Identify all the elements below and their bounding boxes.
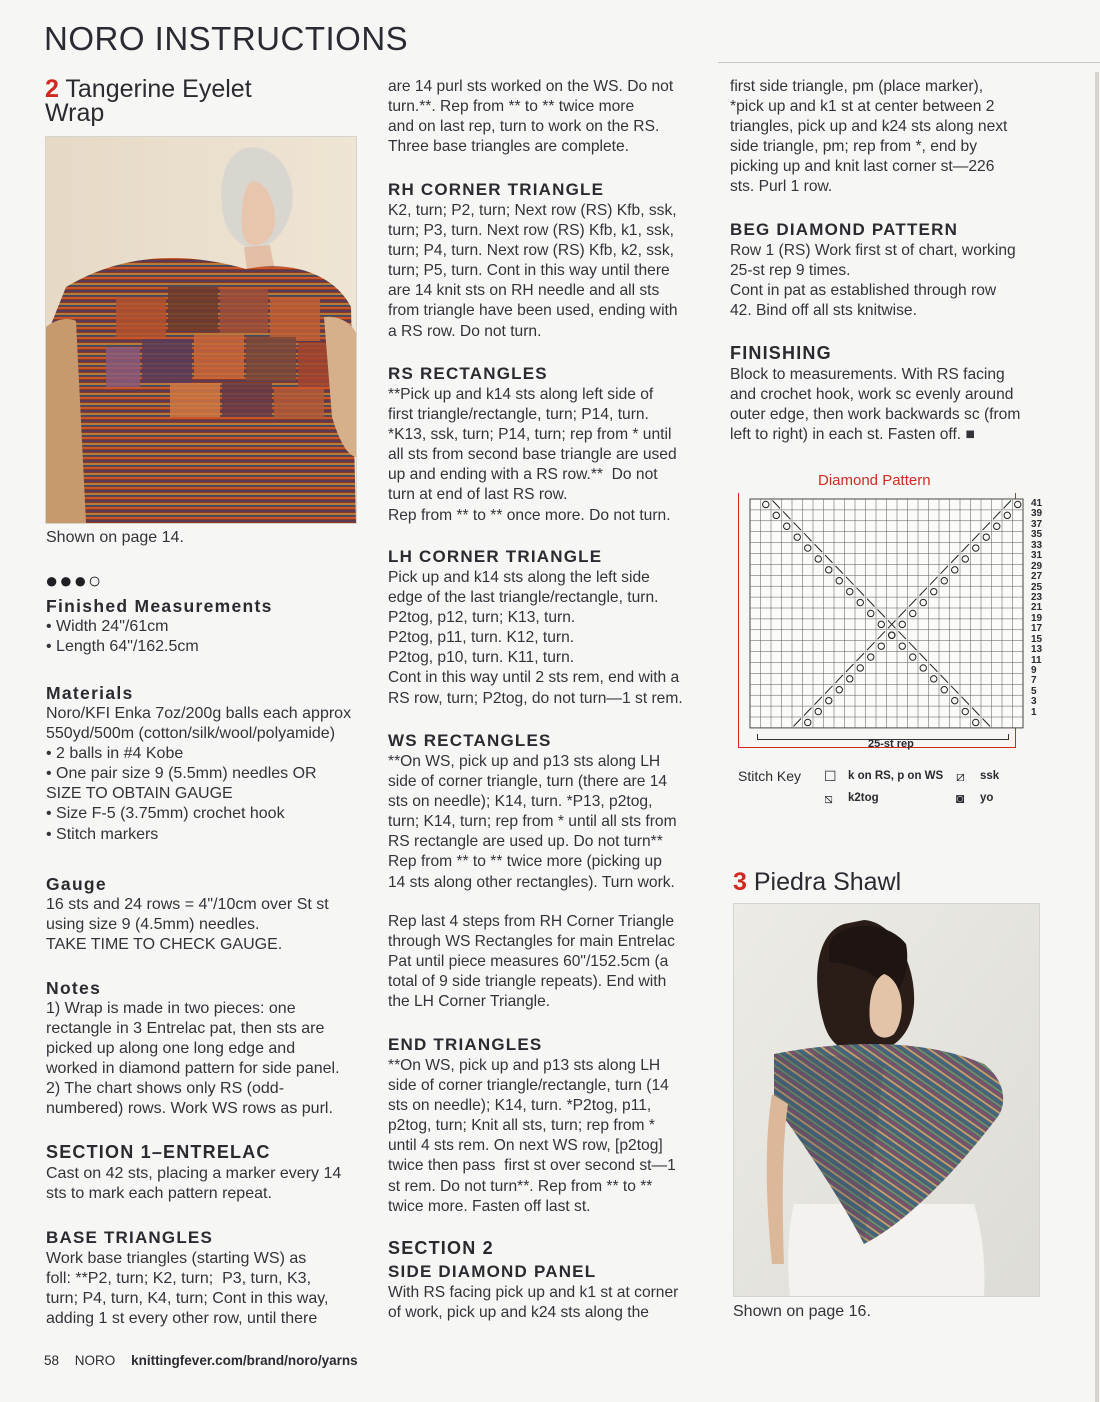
chart-title: Diamond Pattern: [818, 472, 931, 489]
key-k2tog-label: k2tog: [848, 792, 879, 804]
section2-block: [388, 1238, 718, 1323]
diamond-chart: [748, 497, 1024, 731]
materials-text: Noro/KFI Enka 7oz/200g balls each approx 550yd/500m (cotton/silk/wool/polyamide) • 2 balls in #4 Kobe • One pair size 9 (5.5mm) needles OR SIZE TO OBTAIN GAUGE • Size F-5 (3.75mm) crochet hook • Stitch markers: [46, 705, 352, 843]
header-brand: NORO: [44, 20, 145, 57]
row-label: 1: [1031, 706, 1037, 718]
pattern2-caption: Shown on page 14.: [46, 529, 184, 546]
finished-measurements-block: [46, 596, 366, 657]
key-k2tog-icon: ⧅: [824, 790, 833, 806]
gauge-block: [46, 874, 376, 955]
key-yo-icon: ◙: [956, 790, 965, 806]
row-label: 21: [1031, 602, 1043, 614]
row-label: 3: [1031, 696, 1037, 708]
finishing-block: [730, 343, 1070, 445]
stitch-key: [738, 768, 1038, 808]
chart-grid: [750, 499, 1023, 728]
row-label: 25: [1031, 581, 1043, 593]
pattern-number: 2: [45, 75, 59, 103]
row-label: 27: [1031, 571, 1043, 583]
shawl-model-photo: [733, 903, 1040, 1297]
beg-diamond-block: [730, 220, 1070, 321]
rep-label: 25-st rep: [868, 738, 914, 750]
section2-text: With RS facing pick up and k1 st at corner of work, pick up and k24 sts along the: [388, 1284, 679, 1322]
pattern3-title: 3 Piedra Shawl: [733, 868, 902, 896]
row-label: 11: [1031, 654, 1042, 666]
col2-intro: are 14 purl sts worked on the WS. Do not turn.**. Rep from ** to ** twice more and on last rep, turn to work on the RS. Three base triangles are complete.: [388, 78, 674, 156]
rh-corner-block: [388, 180, 718, 342]
page-edge: [1095, 72, 1099, 1402]
section1-text: Cast on 42 sts, placing a marker every 14 sts to mark each pattern repeat.: [46, 1165, 342, 1203]
repeat-steps-text: Rep last 4 steps from RH Corner Triangle through WS Rectangles for main Entrelac Pat until piece measures 60"/152.5cm (a total of 9 side triangle repeats). End with the LH Corner Triangle.: [388, 913, 675, 1011]
end-triangles-heading: END TRIANGLES: [388, 1035, 543, 1054]
finished-measurements-heading: Finished Measurements: [46, 596, 273, 616]
materials-block: [46, 683, 376, 845]
row-label: 39: [1031, 508, 1043, 520]
rh-corner-heading: RH CORNER TRIANGLE: [388, 180, 605, 199]
row-label: 35: [1031, 529, 1043, 541]
key-knit-label: k on RS, p on WS: [848, 770, 944, 782]
row-label: 29: [1031, 560, 1043, 572]
key-yo-label: yo: [980, 792, 994, 804]
ws-rectangles-block: [388, 731, 718, 893]
ws-rectangles-heading: WS RECTANGLES: [388, 731, 552, 750]
wrap-model-photo: [45, 136, 357, 524]
beg-diamond-text: Row 1 (RS) Work first st of chart, working 25-st rep 9 times. Cont in pat as established through row 42. Bind off all sts knitwise.: [730, 242, 1016, 320]
gauge-text: 16 sts and 24 rows = 4"/10cm over St st using size 9 (4.5mm) needles. TAKE TIME TO CHECK GAUGE.: [46, 896, 329, 954]
header-title: INSTRUCTIONS: [154, 20, 409, 57]
base-triangles-heading: BASE TRIANGLES: [46, 1228, 213, 1247]
rh-corner-text: K2, turn; P2, turn; Next row (RS) Kfb, ssk, turn; P3, turn. Next row (RS) Kfb, k1, ssk, turn; P4, turn. Next row (RS) Kfb, k2, ssk, turn; P5, turn. Cont in this way until there are 14 knit sts on RH needle and all sts from triangle have been used, ending with a RS row. Do not turn.: [388, 202, 678, 340]
end-triangles-block: [388, 1035, 718, 1217]
row-label: 37: [1031, 518, 1043, 530]
key-knit-icon: ☐: [824, 768, 837, 784]
row-label: 15: [1031, 633, 1043, 645]
side-diamond-heading: SIDE DIAMOND PANEL: [388, 1262, 597, 1281]
key-ssk-label: ssk: [980, 770, 1000, 782]
page-header: [44, 20, 408, 58]
header-rule: [718, 62, 1100, 63]
row-label: 23: [1031, 591, 1043, 603]
row-label: 33: [1031, 539, 1043, 551]
row-label: 9: [1031, 665, 1037, 676]
row-label: 13: [1031, 644, 1043, 656]
base-triangles-text: Work base triangles (starting WS) as foll: **P2, turn; K2, turn; P3, turn, K3, turn; P4, turn, K4, turn; Cont in this way, adding 1 st every other row, until there: [46, 1250, 329, 1328]
row-label: 17: [1031, 623, 1043, 635]
pattern3-number: 3: [733, 868, 747, 896]
difficulty-rating: ●●●○: [45, 568, 103, 593]
chart-row-labels: [1031, 499, 1051, 718]
row-label: 31: [1031, 550, 1043, 562]
row-label: 7: [1031, 675, 1037, 687]
base-triangles-block: [46, 1228, 376, 1329]
end-triangles-text: **On WS, pick up and p13 sts along LH side of corner triangle/rectangle, turn (14 sts on needle); K14, turn. *P2tog, p11, p2tog, turn; Knit all sts, turn; rep from * until 4 sts rem. On next WS row, [p2tog] twice then pass first st over second st—1 st rem. Do not turn**. Rep from ** to ** twice more. Fasten off last st.: [388, 1057, 676, 1215]
notes-text: 1) Wrap is made in two pieces: one rectangle in 3 Entrelac pat, then sts are picked up along one long edge and worked in diamond pattern for side panel. 2) The chart shows only RS (odd- numbered) rows. Work WS rows as purl.: [46, 1000, 340, 1118]
page-number: 58: [44, 1353, 60, 1368]
notes-heading: Notes: [46, 978, 102, 998]
shawl-photo-art: [734, 904, 1039, 1296]
col3-intro: first side triangle, pm (place marker), *pick up and k1 st at center between 2 triangles, pick up and k24 sts along next side triangle, pm; rep from *, end by picking up and knit last corner st—226 sts. Purl 1 row.: [730, 78, 1008, 196]
rs-rectangles-text: **Pick up and k14 sts along left side of first triangle/rectangle, turn; P14, turn. *K13, ssk, turn; P14, turn; rep from * until all sts from second base triangle are used up and ending with a RS row.** Do not turn at end of last RS row. Rep from ** to ** once more. Do not turn.: [388, 386, 677, 524]
row-label: 5: [1031, 685, 1037, 697]
rs-rectangles-block: [388, 364, 718, 526]
ws-rectangles-text: **On WS, pick up and p13 sts along LH side of corner triangle, turn (there are 14 sts on needle); K14, turn. *P13, p2tog, turn; K14, turn; rep from * until all sts from RS rectangle are used up. Do not turn** Rep from ** to ** twice more (picking up 14 sts along other rectangles). Turn work.: [388, 753, 677, 891]
pattern3-caption: Shown on page 16.: [733, 1303, 871, 1320]
row-label: 19: [1031, 612, 1043, 624]
finishing-heading: FINISHING: [730, 343, 832, 363]
row-label: 41: [1031, 498, 1043, 509]
pattern2-title: 2 Tangerine Eyelet Wrap: [45, 75, 252, 127]
footer-brand: NORO: [74, 1353, 116, 1368]
gauge-heading: Gauge: [46, 874, 107, 894]
page-footer: [44, 1353, 358, 1368]
lh-corner-heading: LH CORNER TRIANGLE: [388, 547, 603, 566]
section2-heading: SECTION 2: [388, 1238, 494, 1258]
wrap-photo-art: [46, 137, 356, 523]
beg-diamond-heading: BEG DIAMOND PATTERN: [730, 220, 959, 239]
footer-url[interactable]: knittingfever.com/brand/noro/yarns: [131, 1353, 358, 1368]
finished-measurements-text: • Width 24"/61cm • Length 64"/162.5cm: [46, 618, 199, 656]
finishing-text: Block to measurements. With RS facing and crochet hook, work sc evenly around outer edge, then work backwards sc (from left to right) in each st. Fasten off. ■: [730, 366, 1021, 444]
section1-block: [46, 1142, 376, 1204]
lh-corner-block: [388, 547, 718, 709]
rs-rectangles-heading: RS RECTANGLES: [388, 364, 548, 383]
notes-block: [46, 978, 376, 1120]
materials-heading: Materials: [46, 683, 134, 703]
key-ssk-icon: ⧄: [956, 768, 965, 784]
lh-corner-text: Pick up and k14 sts along the left side edge of the last triangle/rectangle, turn. P2tog, p12, turn; K13, turn. P2tog, p11, turn. K12, turn. P2tog, p10, turn. K11, turn. Cont in this way until 2 sts rem, end with a RS row, turn; P2tog, do not turn—1 st rem.: [388, 569, 683, 707]
section1-heading: SECTION 1–ENTRELAC: [46, 1142, 271, 1162]
stitch-key-title: Stitch Key: [738, 768, 802, 784]
